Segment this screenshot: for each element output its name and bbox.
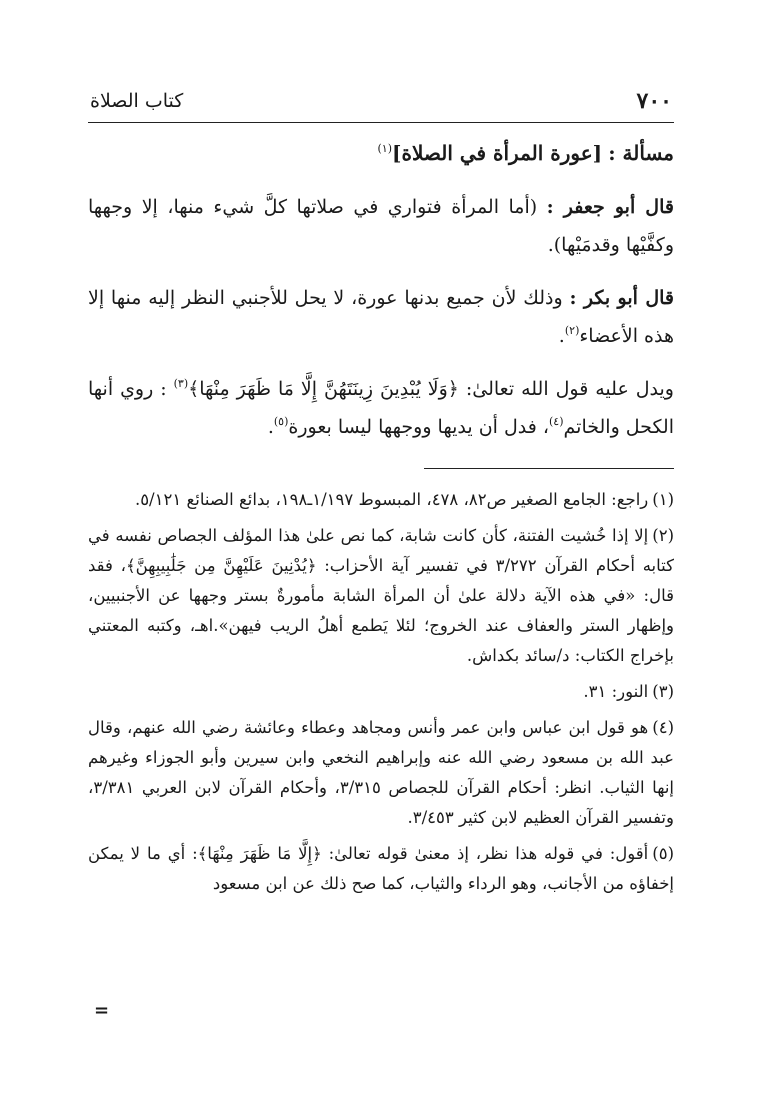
- footnote-number: (٢): [652, 526, 674, 545]
- footnote-text: هو قول ابن عباس وابن عمر وأنس ومجاهد وعطاء وعائشة رضي الله عنهم، وقال عبد الله بن مسعود رضي الله عنه وإبراهيم النخعي وابن سيرين وأبو الجوزاء وغيرهم إنها الثياب. انظر: أحكام القرآن للجصاص ٣/٣١٥، وأحكام القرآن لابن العربي ٣/٣٨١، وتفسير القرآن العظيم لابن كثير ٣/٤٥٣.: [88, 718, 674, 827]
- paragraph-end: .: [558, 325, 565, 347]
- paragraph-text: (أما المرأة فتواري في صلاتها كلَّ شيء منها، إلا وجهها وكفَّيْها وقدمَيْها).: [88, 196, 674, 256]
- footnote-ref-1: (١): [377, 142, 392, 155]
- question-heading: [88, 134, 674, 173]
- footnote-number: (٥): [652, 844, 674, 863]
- paragraph-abu-jafar: [88, 188, 674, 264]
- footnote-number: (٤): [652, 718, 674, 737]
- footnote: [88, 839, 674, 899]
- footnote: [88, 485, 674, 515]
- footnote-ref-4: (٤): [549, 415, 564, 428]
- question-title: [عورة المرأة في الصلاة]: [392, 141, 603, 165]
- footnote: [88, 713, 674, 833]
- page-number: ٧٠٠: [636, 88, 672, 114]
- question-label: مسألة :: [608, 141, 674, 165]
- footnote: [88, 677, 674, 707]
- footnote-text: النور: ٣١.: [583, 682, 649, 701]
- main-text: [88, 134, 674, 461]
- paragraph-text: وذلك لأن جميع بدنها عورة، لا يحل للأجنبي النظر إليه منها إلا هذه الأعضاء: [88, 287, 674, 347]
- page-header: [88, 78, 674, 123]
- paragraph-text: ، فدل أن يديها ووجهها ليسا بعورة: [288, 416, 549, 438]
- running-title: كتاب الصلاة: [90, 90, 184, 112]
- footnote-ref-3: (٣): [173, 377, 189, 390]
- paragraph-intro: ويدل عليه قول الله تعالىٰ:: [465, 378, 674, 400]
- footnote-ref-5: (٥): [273, 415, 289, 428]
- paragraph-lead: قال أبو بكر :: [569, 287, 674, 309]
- footnote-text: راجع: الجامع الصغير ص٨٢، ٤٧٨، المبسوط ١/١٩٧ـ١٩٨، بدائع الصنائع ٥/١٢١.: [134, 490, 649, 509]
- footnote-number: (١): [652, 490, 674, 509]
- footnote-number: (٣): [652, 682, 674, 701]
- footnote-text: إلا إذا خُشيت الفتنة، كأن كانت شابة، كما نص علىٰ هذا المؤلف الجصاص نفسه في كتابه أحكام القرآن ٣/٢٧٢ في تفسير آية الأحزاب: ﴿يُدْنِينَ عَلَيْهِنَّ مِن جَلَٰبِيبِهِنَّ﴾، فقد قال: «في هذه الآية دلالة علىٰ أن المرأة الشابة مأمورةٌ بستر وجهها عن الأجنبيين، وإظهار الستر والعفاف عند الخروج؛ لئلا يَطمع أهلُ الريب فيهن».اهـ، وكتبه المعتني بإخراج الكتاب: د/سائد بكداش.: [88, 526, 675, 665]
- footnote: [88, 521, 674, 671]
- footnote-ref-2: (٢): [564, 324, 580, 337]
- quran-verse: ﴿وَلَا يُبْدِينَ زِينَتَهُنَّ إِلَّا مَا ظَهَرَ مِنْهَا﴾: [188, 378, 459, 400]
- paragraph-lead: قال أبو جعفر :: [546, 196, 674, 218]
- continuation-mark: =: [94, 1000, 110, 1021]
- paragraph-evidence: [88, 370, 674, 446]
- footnote-text: أقول: في قوله هذا نظر، إذ معنىٰ قوله تعالىٰ: ﴿إِلَّا مَا ظَهَرَ مِنْهَا﴾: أي ما لا يمكن إخفاؤه من الأجانب، وهو الرداء والثياب، كما صح ذلك عن ابن مسعود: [88, 844, 674, 893]
- paragraph-end: .: [267, 416, 274, 438]
- footnotes: [88, 485, 674, 905]
- paragraph-abu-bakr: [88, 279, 674, 355]
- footnote-separator: [424, 468, 674, 469]
- paragraph-text: : روي أنها الكحل والخاتم: [88, 378, 674, 438]
